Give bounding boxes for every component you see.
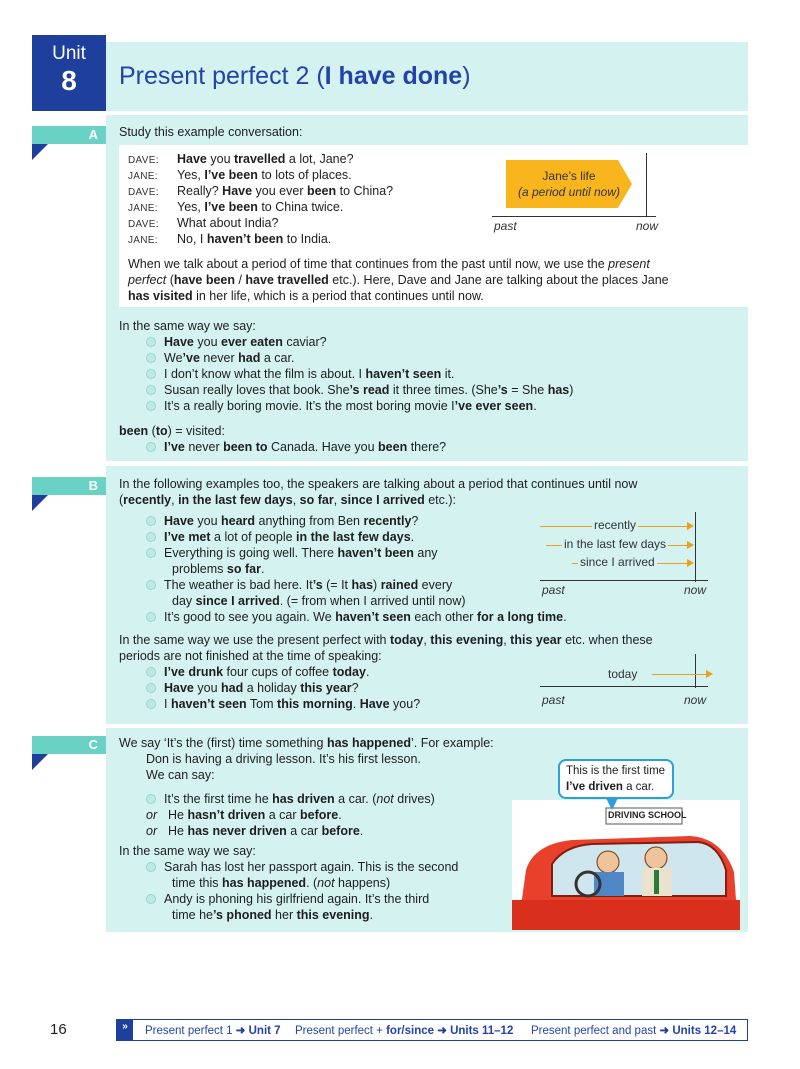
cross-reference-link[interactable] xyxy=(295,1023,513,1037)
example-line-run: there? xyxy=(407,440,447,454)
explanation-line-run: / xyxy=(235,273,246,287)
now-label: now xyxy=(636,219,659,233)
now-label: now xyxy=(684,583,707,597)
example-line-run: He xyxy=(168,808,188,822)
section-b-intro-run: recently xyxy=(123,493,172,507)
now-marker xyxy=(695,512,696,582)
dialogue-line-run: Have xyxy=(177,152,207,166)
driving-lesson-illustration xyxy=(512,800,740,930)
example-line-run: every xyxy=(418,578,453,592)
bullet-icon xyxy=(146,580,156,590)
example-line-run: never xyxy=(184,440,224,454)
example-line-run: ’s phoned xyxy=(213,908,272,922)
example-line-run: each other xyxy=(410,610,477,624)
example-line xyxy=(172,561,264,577)
example-line xyxy=(146,350,294,366)
example-line-run: I’ve xyxy=(164,440,185,454)
section-b-intro-run: , xyxy=(292,493,300,507)
arrow-right-icon: ➜ xyxy=(659,1025,673,1037)
example-line xyxy=(146,366,454,382)
example-line-run: had xyxy=(221,681,244,695)
since-arrived-label: since I arrived xyxy=(580,555,655,569)
example-line xyxy=(172,907,373,923)
cross-reference-link[interactable] xyxy=(531,1023,736,1037)
section-c-intro-run: ’. For example: xyxy=(410,736,494,750)
section-b-intro xyxy=(119,492,456,508)
period-box-line2: (a period until now) xyxy=(517,185,621,199)
example-line-run: this year xyxy=(300,681,352,695)
example-line-run: problems xyxy=(172,562,227,576)
example-line-run: you? xyxy=(389,697,421,711)
example-line-run: Canada. Have you xyxy=(267,440,379,454)
period-arrow-icon xyxy=(618,160,632,208)
dialogue-line-run: Yes, xyxy=(177,200,205,214)
speaker-label: DAVE: xyxy=(128,187,159,198)
driving-school-sign: DRIVING SCHOOL xyxy=(608,810,687,820)
example-line xyxy=(146,609,567,625)
bubble-line2 xyxy=(566,781,654,793)
bullet-icon xyxy=(146,667,156,677)
example-line xyxy=(146,334,327,350)
example-line-run: before xyxy=(321,824,360,838)
example-line xyxy=(146,382,573,398)
dialogue-line xyxy=(177,231,331,247)
dialogue-line-run: to lots of places. xyxy=(257,168,352,182)
explanation-line-run: etc.). Here, Dave and Jane are talking about the places Jane xyxy=(328,273,669,287)
example-line-run: today xyxy=(332,665,366,679)
section-a-intro: Study this example conversation: xyxy=(119,125,303,139)
example-line-run: He xyxy=(168,824,188,838)
example-line xyxy=(146,439,446,455)
example-line-run: . ( xyxy=(306,876,318,890)
today-arrow-line xyxy=(652,674,707,675)
last-few-days-label: in the last few days xyxy=(564,537,667,551)
example-line xyxy=(146,545,438,561)
example-line-run: Sarah has lost her passport again. This is the second xyxy=(164,860,459,874)
been-to-heading-run: ( xyxy=(148,424,156,438)
explanation-line-run: perfect xyxy=(128,273,167,287)
ref-unit: Units 12–14 xyxy=(672,1025,737,1037)
section-b-intro-run: this year xyxy=(510,633,562,647)
explanation-line xyxy=(128,288,484,304)
dialogue-line-run: Yes, xyxy=(177,168,205,182)
example-line-run: rained xyxy=(380,578,419,592)
example-line-run: has xyxy=(351,578,374,592)
dialogue-line-run: I’ve been xyxy=(204,168,258,182)
example-line-run: . xyxy=(338,808,342,822)
example-line-run: . xyxy=(533,399,537,413)
example-line-run: you xyxy=(193,514,221,528)
speech-bubble-tail-icon xyxy=(606,798,618,810)
speaker-label: DAVE: xyxy=(128,155,159,166)
title-bar xyxy=(106,42,748,111)
bullet-icon xyxy=(146,337,156,347)
example-line-run: never xyxy=(199,351,239,365)
example-line-run: so far xyxy=(226,562,261,576)
arrowhead-icon xyxy=(687,559,694,567)
bubble-line1: This is the first time xyxy=(566,765,666,777)
been-to-heading-run: to xyxy=(155,424,168,438)
section-b-intro-run: periods are not finished at the time of speaking: xyxy=(119,649,382,663)
section-b-intro xyxy=(119,648,382,664)
example-line-run: hasn’t driven xyxy=(187,808,266,822)
section-b-intro-run: in the last few days xyxy=(178,493,293,507)
section-c-text-text: We can say: xyxy=(146,768,215,782)
timeline-axis xyxy=(540,580,708,581)
example-line-run: Everything is going well. There xyxy=(164,546,338,560)
example-line-run: Have xyxy=(164,681,194,695)
section-c-label: C xyxy=(32,736,106,754)
example-line xyxy=(146,398,537,414)
example-line-run: Andy is phoning his girlfriend again. It’s the third xyxy=(164,892,430,906)
ref-text: Present perfect 1 xyxy=(145,1025,236,1037)
speaker-label: JANE: xyxy=(128,235,158,246)
example-line-run: day xyxy=(172,594,196,608)
unit-badge xyxy=(32,35,106,111)
example-line-run: recently xyxy=(363,514,412,528)
bullet-icon xyxy=(146,794,156,804)
bullet-icon xyxy=(146,353,156,363)
example-line-run: heard xyxy=(221,514,256,528)
example-line-run: has driven xyxy=(272,792,335,806)
example-line-run: a car xyxy=(286,824,322,838)
been-to-heading-run: been xyxy=(119,424,149,438)
past-label: past xyxy=(542,693,565,707)
example-line xyxy=(146,891,429,907)
example-line-run: not xyxy=(317,876,335,890)
now-marker xyxy=(695,654,696,688)
explanation-line-run: have travelled xyxy=(245,273,329,287)
bullet-icon xyxy=(146,369,156,379)
arrowhead-icon xyxy=(706,670,713,678)
section-b-intro-run: ( xyxy=(119,493,124,507)
example-line-run: . xyxy=(365,665,370,679)
timeline-axis xyxy=(540,686,708,687)
example-line-run: Have xyxy=(359,697,390,711)
example-line-run: . xyxy=(369,908,374,922)
example-line-run: ) xyxy=(373,578,381,592)
section-a-label: A xyxy=(32,126,106,144)
section-b-intro xyxy=(119,476,637,492)
example-line xyxy=(172,875,390,891)
example-line-run: it three times. (She xyxy=(389,383,498,397)
now-label: now xyxy=(684,693,707,707)
past-label: past xyxy=(494,219,517,233)
dialogue-line xyxy=(177,215,278,231)
dialogue-line xyxy=(177,151,354,167)
dialogue-line xyxy=(177,199,343,215)
today-diagram xyxy=(540,652,720,712)
example-line-run: ’ve ever seen xyxy=(454,399,534,413)
bullet-icon xyxy=(146,532,156,542)
example-line-run: her xyxy=(271,908,297,922)
example-line-run: a car. xyxy=(260,351,295,365)
unit-word: Unit xyxy=(52,43,86,64)
page-number: 16 xyxy=(50,1021,67,1038)
section-b-intro-run: In the same way we use the present perfect with xyxy=(119,633,390,647)
section-c-text xyxy=(146,751,421,767)
section-c-intro-run: has happened xyxy=(326,736,411,750)
example-line-run: ? xyxy=(411,514,419,528)
today-label: today xyxy=(608,667,638,681)
example-line-run: ? xyxy=(351,681,359,695)
example-line-run: a car. ( xyxy=(334,792,377,806)
dialogue-line-run: No, I xyxy=(177,232,207,246)
example-line-run: ever eaten xyxy=(221,335,283,349)
dialogue-line xyxy=(177,167,352,183)
section-b-marker-icon xyxy=(32,495,48,511)
speech-bubble xyxy=(558,759,674,799)
bullet-icon xyxy=(146,401,156,411)
ref-unit: Units 11–12 xyxy=(450,1025,514,1037)
explanation-line-run: have been xyxy=(173,273,235,287)
or-label: or xyxy=(146,808,158,822)
same-way-heading xyxy=(119,843,256,859)
explanation-line-run: has visited xyxy=(128,289,193,303)
example-line-run: ’s xyxy=(497,383,508,397)
section-c-text xyxy=(146,767,215,783)
example-line-run: since I arrived xyxy=(195,594,280,608)
section-b-label: B xyxy=(32,477,106,495)
example-line-run: has happened xyxy=(222,876,307,890)
example-line-run: . xyxy=(410,530,415,544)
example-line-run: this morning xyxy=(277,697,353,711)
arrow-right-icon: ➜ xyxy=(434,1025,451,1037)
section-c-intro xyxy=(119,735,494,751)
example-line-run: It’s a really boring movie. It’s the most boring movie I xyxy=(164,399,455,413)
example-line-run: in the last few days xyxy=(296,530,411,544)
past-label: past xyxy=(542,583,565,597)
example-line-run: ’s read xyxy=(349,383,390,397)
ref-unit: Unit 7 xyxy=(248,1025,281,1037)
section-b-intro-run: , xyxy=(171,493,179,507)
or-label: or xyxy=(146,824,158,838)
example-line-run: The weather is bad here. It xyxy=(164,578,313,592)
example-line-run: anything from Ben xyxy=(255,514,364,528)
bullet-icon xyxy=(146,516,156,526)
period-box xyxy=(506,160,618,208)
section-b-intro-run: today xyxy=(389,633,424,647)
example-line-run: this evening xyxy=(296,908,370,922)
speaker-label: JANE: xyxy=(128,171,158,182)
example-line-run: haven’t seen xyxy=(335,610,411,624)
dialogue-line-run: travelled xyxy=(234,152,286,166)
example-line-run: any xyxy=(413,546,438,560)
section-c-marker-icon xyxy=(32,754,48,770)
dialogue-line-run: you ever xyxy=(252,184,307,198)
example-line xyxy=(146,513,418,529)
dialogue-line-run: to China? xyxy=(336,184,394,198)
example-line-run: has never driven xyxy=(187,824,287,838)
speaker-label: DAVE: xyxy=(128,219,159,230)
example-line-run: I’ve drunk xyxy=(164,665,224,679)
explanation-line xyxy=(128,256,650,272)
explanation-line-run: present xyxy=(608,257,650,271)
example-line-run: happens) xyxy=(334,876,391,890)
bullet-icon xyxy=(146,699,156,709)
example-line-run: I don’t know what the film is about. I xyxy=(164,367,366,381)
example-line-run: it. xyxy=(441,367,455,381)
section-b-intro-run: , xyxy=(423,633,431,647)
dialogue-line-run: haven’t been xyxy=(206,232,284,246)
example-line-run: ) xyxy=(569,383,574,397)
cross-reference-bar xyxy=(116,1019,748,1041)
section-b-intro-run: etc. when these xyxy=(561,633,653,647)
section-b-intro-run: so far xyxy=(299,493,334,507)
section-b-intro-run: etc.): xyxy=(424,493,456,507)
example-line-run: time this xyxy=(172,876,223,890)
example-line-run: It’s good to see you again. We xyxy=(164,610,336,624)
dialogue-line-run: been xyxy=(306,184,337,198)
same-way-heading-text: In the same way we say: xyxy=(119,844,256,858)
example-line-run: drives) xyxy=(393,792,435,806)
bullet-icon xyxy=(146,862,156,872)
example-line-run: been to xyxy=(223,440,268,454)
example-line-run: . xyxy=(359,824,364,838)
bullet-icon xyxy=(146,548,156,558)
cross-reference-link[interactable] xyxy=(145,1023,281,1037)
bullet-icon xyxy=(146,612,156,622)
explanation-line-run: in her life, which is a period that continues until now. xyxy=(192,289,484,303)
section-c-intro-run: We say ‘It’s the (first) time something xyxy=(119,736,327,750)
example-line-run: Have xyxy=(164,514,194,528)
example-line-run: had xyxy=(238,351,261,365)
recently-label: recently xyxy=(594,518,637,532)
dialogue-line-run: to China twice. xyxy=(257,200,344,214)
been-to-heading-run: ) = visited: xyxy=(167,424,225,438)
example-line-run: been xyxy=(378,440,408,454)
example-line-run: Have xyxy=(164,335,194,349)
ref-text: Present perfect and past xyxy=(531,1025,660,1037)
timeline-axis xyxy=(492,216,656,217)
example-line-run: you xyxy=(193,335,221,349)
example-line-run: a lot of people xyxy=(210,530,297,544)
example-line-run: (= It xyxy=(322,578,352,592)
example-line-run: four cups of coffee xyxy=(223,665,333,679)
example-line-run: before xyxy=(300,808,339,822)
example-line-run: = She xyxy=(507,383,548,397)
example-line-run: you xyxy=(193,681,221,695)
example-line xyxy=(146,529,414,545)
example-line-run: caviar? xyxy=(282,335,327,349)
period-box-line1: Jane’s life xyxy=(542,169,596,183)
example-line-run: ’ve xyxy=(182,351,200,365)
example-line-run: a holiday xyxy=(243,681,301,695)
been-to-heading xyxy=(119,423,225,439)
arrowhead-icon xyxy=(687,541,694,549)
example-line-run: has xyxy=(547,383,570,397)
example-line xyxy=(146,664,369,680)
example-line-run: . xyxy=(563,610,567,624)
example-line xyxy=(146,823,363,839)
example-line-run: It’s the first time he xyxy=(164,792,273,806)
speaker-label: JANE: xyxy=(128,203,158,214)
example-line-run: ’s xyxy=(312,578,323,592)
dialogue-line xyxy=(177,183,393,199)
section-b-intro-run: since I arrived xyxy=(340,493,425,507)
example-line-run: I’ve met xyxy=(164,530,211,544)
example-line-run: Susan really loves that book. She xyxy=(164,383,350,397)
example-line-run: I xyxy=(164,697,171,711)
example-line xyxy=(146,791,435,807)
explanation-line xyxy=(128,272,669,288)
arrow-right-icon: ➜ xyxy=(235,1025,249,1037)
bubble-run: I’ve driven xyxy=(566,781,623,793)
example-line xyxy=(146,696,420,712)
example-line-run: . xyxy=(260,562,265,576)
bullet-icon xyxy=(146,385,156,395)
bullet-icon xyxy=(146,894,156,904)
section-c-text-text: Don is having a driving lesson. It’s his first lesson. xyxy=(146,752,421,766)
recent-period-diagram xyxy=(540,512,720,606)
dialogue-line-run: Really? xyxy=(177,184,223,198)
dialogue-line-run: I’ve been xyxy=(204,200,258,214)
section-b-intro-run: this evening xyxy=(430,633,504,647)
dialogue-line-run: Have xyxy=(222,184,253,198)
section-b-intro-run: , xyxy=(503,633,511,647)
example-line xyxy=(146,577,452,593)
example-line-run: haven’t seen xyxy=(365,367,442,381)
bullet-icon xyxy=(146,683,156,693)
dialogue-line-run: a lot, Jane? xyxy=(285,152,354,166)
example-line-run: a car xyxy=(265,808,300,822)
page-title: Present perfect 2 (I have done) xyxy=(119,62,471,90)
example-line xyxy=(146,859,458,875)
example-line-run: for a long time xyxy=(476,610,564,624)
section-a-marker-icon xyxy=(32,144,48,160)
bubble-run: a car. xyxy=(622,781,655,793)
explanation-line-run: ( xyxy=(166,273,174,287)
section-b-intro xyxy=(119,632,653,648)
section-b-intro-run: , xyxy=(333,493,341,507)
example-line xyxy=(146,680,359,696)
example-line-run: haven’t been xyxy=(337,546,414,560)
unit-number: 8 xyxy=(61,65,77,96)
ref-bold: for/since xyxy=(386,1025,435,1037)
dialogue-line-run: What about India? xyxy=(177,216,279,230)
arrowhead-icon xyxy=(687,522,694,530)
example-line-run: haven’t seen xyxy=(170,697,247,711)
ref-text: Present perfect + xyxy=(295,1025,387,1037)
section-b-intro-run: In the following examples too, the speakers are talking about a period that continues until now xyxy=(119,477,638,491)
example-line-run: . (= from when I arrived until now) xyxy=(279,594,466,608)
same-way-heading: In the same way we say: xyxy=(119,319,256,333)
explanation-line-run: When we talk about a period of time that continues from the past until now, we use the xyxy=(128,257,609,271)
dialogue-line-run: you xyxy=(206,152,234,166)
now-marker xyxy=(646,153,647,217)
example-line xyxy=(172,593,466,609)
example-line-run: Tom xyxy=(246,697,278,711)
cross-reference-icon: » xyxy=(117,1020,133,1040)
bullet-icon xyxy=(146,442,156,452)
example-line-run: . xyxy=(352,697,360,711)
dialogue-line-run: to India. xyxy=(283,232,332,246)
example-line-run: not xyxy=(376,792,394,806)
example-line xyxy=(146,807,342,823)
example-line-run: time he xyxy=(172,908,213,922)
example-line-run: We xyxy=(164,351,183,365)
